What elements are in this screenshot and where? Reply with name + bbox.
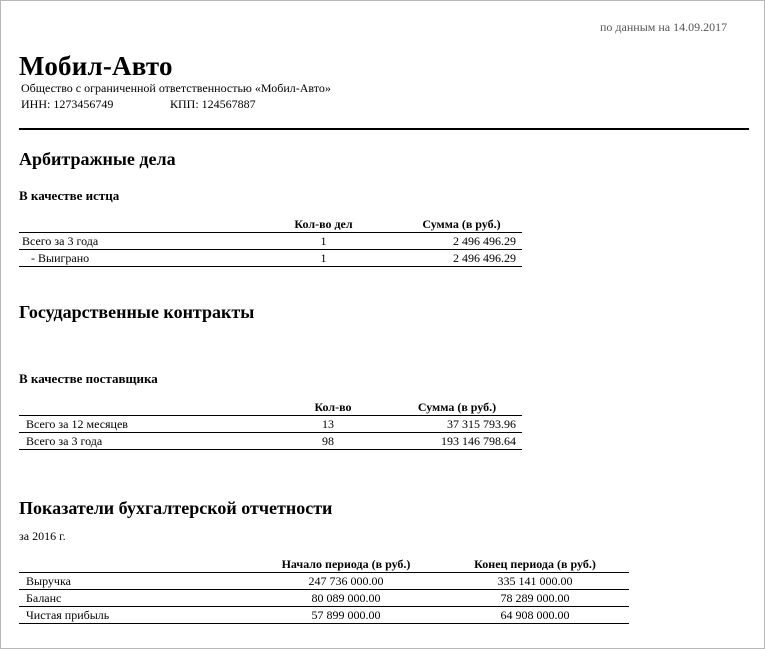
row-label: - Выиграно <box>19 250 256 267</box>
table-row <box>19 250 522 267</box>
contracts-title: Государственные контракты <box>19 302 255 322</box>
row-start-value: 247 736 000.00 <box>251 573 441 590</box>
column-header: Сумма (в руб.) <box>417 400 497 414</box>
column-header: Начало периода (в руб.) <box>281 557 411 571</box>
contracts-subtitle: В качестве поставщика <box>19 371 158 386</box>
accounting-period: за 2016 г. <box>19 529 66 543</box>
row-label: Баланс <box>19 590 251 607</box>
contracts-table <box>19 399 522 450</box>
row-sum: 37 315 793.96 <box>387 416 522 433</box>
row-label: Чистая прибыль <box>19 607 251 624</box>
table-row <box>19 590 629 607</box>
column-header: Кол-во дел <box>294 217 353 231</box>
kpp-value: КПП: 124567887 <box>170 97 256 111</box>
row-label: Выручка <box>19 573 251 590</box>
accounting-title: Показатели бухгалтерской отчетности <box>19 498 333 518</box>
row-sum: 2 496 496.29 <box>391 233 522 250</box>
row-end-value: 64 908 000.00 <box>441 607 629 624</box>
company-full-name: Общество с ограниченной ответственностью «Мобил-Авто» <box>21 81 331 95</box>
row-count: 13 <box>259 416 387 433</box>
column-header: Сумма (в руб.) <box>422 217 501 231</box>
column-header <box>19 556 251 573</box>
row-sum: 2 496 496.29 <box>391 250 522 267</box>
table-row <box>19 573 629 590</box>
header-divider <box>19 128 749 130</box>
table-row <box>19 433 522 450</box>
row-end-value: 335 141 000.00 <box>441 573 629 590</box>
row-sum: 193 146 798.64 <box>387 433 522 450</box>
column-header <box>19 216 256 233</box>
table-header-row <box>19 556 629 573</box>
row-count: 98 <box>259 433 387 450</box>
row-end-value: 78 289 000.00 <box>441 590 629 607</box>
row-start-value: 57 899 000.00 <box>251 607 441 624</box>
column-header: Конец периода (в руб.) <box>474 557 596 571</box>
table-row <box>19 607 629 624</box>
arbitration-title: Арбитражные дела <box>19 149 176 169</box>
table-header-row <box>19 399 522 416</box>
arbitration-table <box>19 216 522 267</box>
row-count: 1 <box>256 233 391 250</box>
as-of-date: по данным на 14.09.2017 <box>600 20 728 34</box>
table-header-row <box>19 216 522 233</box>
row-label: Всего за 3 года <box>19 433 259 450</box>
row-start-value: 80 089 000.00 <box>251 590 441 607</box>
column-header: Кол-во <box>314 400 352 414</box>
company-name: Мобил-Авто <box>19 51 173 81</box>
row-label: Всего за 3 года <box>19 233 256 250</box>
inn-value: ИНН: 1273456749 <box>21 97 114 111</box>
column-header <box>19 399 259 416</box>
table-row <box>19 233 522 250</box>
row-label: Всего за 12 месяцев <box>19 416 259 433</box>
arbitration-subtitle: В качестве истца <box>19 188 120 203</box>
accounting-table <box>19 556 629 624</box>
table-row <box>19 416 522 433</box>
row-count: 1 <box>256 250 391 267</box>
